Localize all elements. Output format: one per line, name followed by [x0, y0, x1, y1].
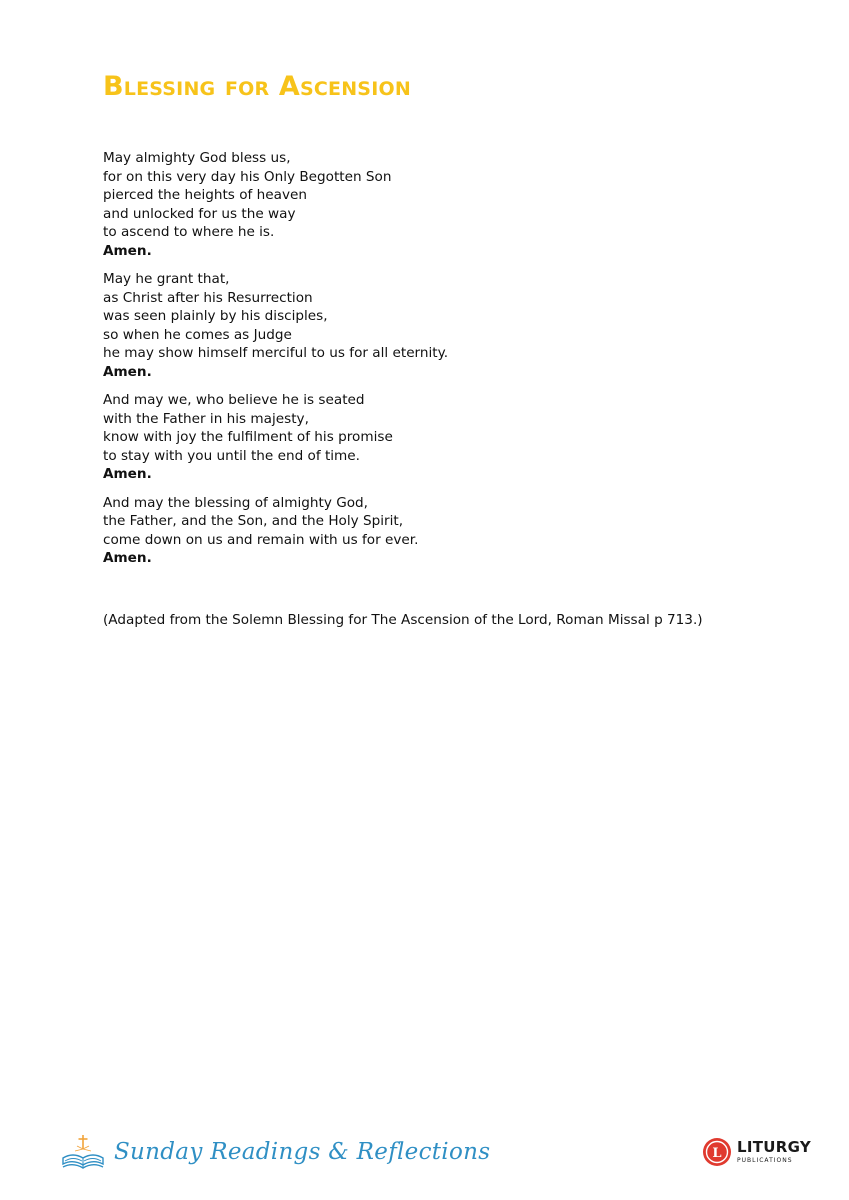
stanza — [103, 494, 803, 568]
series-title: Sunday Readings & Reflections — [114, 1139, 491, 1165]
stanza-line: the Father, and the Son, and the Holy Spirit, — [103, 513, 404, 529]
stanza-line: May almighty God bless us, — [103, 150, 291, 166]
stanza-response: Amen. — [103, 242, 152, 259]
stanza-response: Amen. — [103, 466, 152, 482]
stanza-response: Amen. — [103, 363, 152, 380]
stanza — [103, 270, 803, 381]
svg-text:L: L — [712, 1146, 722, 1161]
stanza-response: Amen. — [103, 550, 152, 566]
stanza — [103, 391, 803, 484]
stanza-line: he may show himself merciful to us for all eternity. — [103, 345, 449, 361]
stanza-line: was seen plainly by his disciples, — [103, 308, 328, 324]
stanza-line: as Christ after his Resurrection — [103, 289, 313, 306]
source-note: (Adapted from the Solemn Blessing for The Ascension of the Lord, Roman Missal p 713.) — [103, 612, 703, 628]
stanza-line: and unlocked for us the way — [103, 205, 296, 222]
stanza-line: to stay with you until the end of time. — [103, 447, 360, 464]
stanza-line: come down on us and remain with us for ever. — [103, 531, 419, 548]
stanza-line: May he grant that, — [103, 271, 230, 287]
publisher-subtitle: PUBLICATIONS — [737, 1157, 793, 1164]
stanza — [103, 149, 803, 260]
stanza-line: And may the blessing of almighty God, — [103, 494, 368, 511]
publisher-logo — [702, 1137, 811, 1167]
stanza-line: with the Father in his majesty, — [103, 410, 309, 427]
stanza-line: know with joy the fulfilment of his promise — [103, 429, 393, 445]
blessing-text — [103, 149, 803, 578]
stanza-line: for on this very day his Only Begotten Son — [103, 168, 392, 185]
stanza-line: And may we, who believe he is seated — [103, 392, 365, 408]
stanza-line: pierced the heights of heaven — [103, 187, 307, 203]
page-title: Blessing for Ascension — [103, 71, 411, 102]
stanza-line: so when he comes as Judge — [103, 326, 292, 343]
publisher-text — [737, 1140, 811, 1164]
open-book-cross-icon — [60, 1133, 106, 1171]
liturgy-logo-icon — [702, 1137, 732, 1167]
series-branding — [60, 1132, 490, 1172]
publisher-name: LITURGY — [737, 1138, 812, 1156]
stanza-line: to ascend to where he is. — [103, 224, 275, 240]
